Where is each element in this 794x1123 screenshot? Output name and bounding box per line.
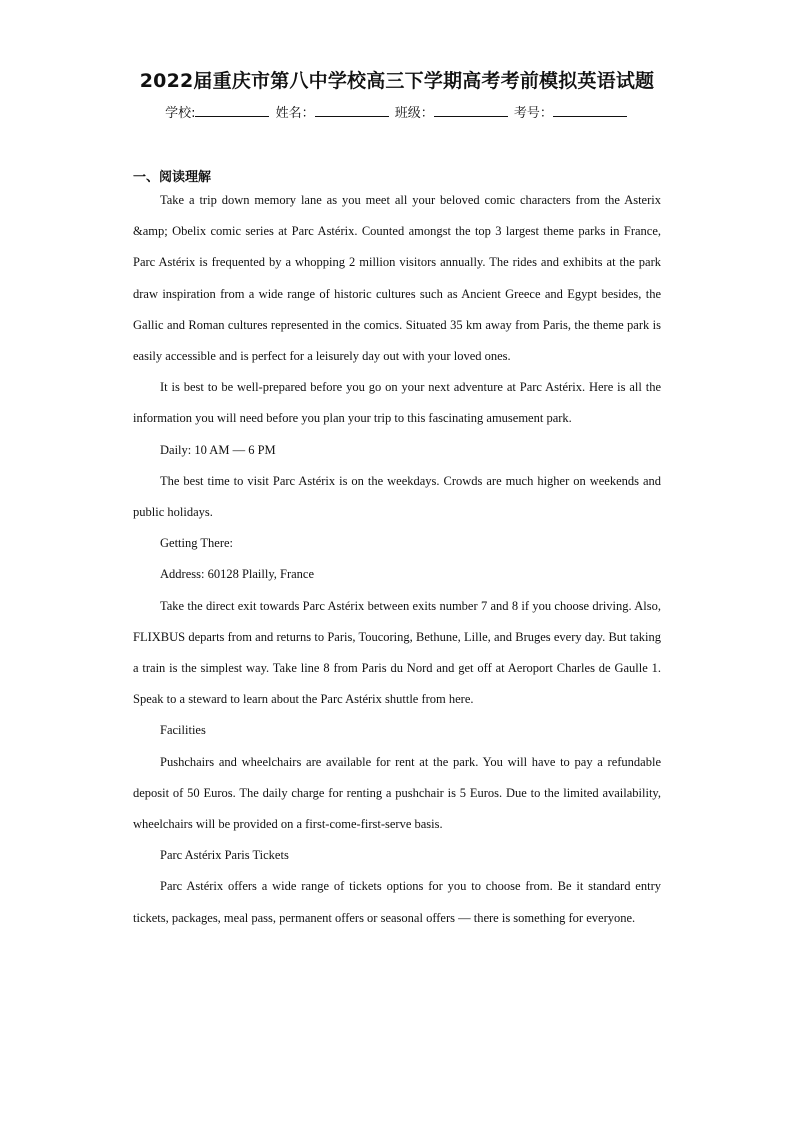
paragraph-best-time: The best time to visit Parc Astérix is on the weekdays. Crowds are much higher on weekends and public holidays. <box>133 473 661 520</box>
paragraph-address: Address: 60128 Plailly, France <box>160 567 315 582</box>
paragraph-intro: Take a trip down memory lane as you meet all your beloved comic characters from the Asterix &amp; Obelix comic series at Parc Astérix. Counted amongst the top 3 largest theme parks in France, Parc Astérix is frequented by a whopping 2 million visitors annually. The rides and exhibits at the park draw inspiration from a wide range of historic cultures such as Ancient Greece and Egypt besides, the Gallic and Roman cultures represented in the comics. Situated 35 km away from Paris, the theme park is easily accessible and is perfect for a leisurely day out with your loved ones. <box>133 193 661 364</box>
paragraph-facilities: Pushchairs and wheelchairs are available for rent at the park. You will have to pay a refundable deposit of 50 Euros. The daily charge for renting a pushchair is 5 Euros. Due to the limited availability, wheelchairs will be provided on a first-come-first-serve basis. <box>133 754 661 832</box>
class-field <box>395 102 510 121</box>
section-heading: 一、阅读理解 <box>133 170 212 185</box>
paragraph-preparation: It is best to be well-prepared before you go on your next adventure at Parc Astérix. Here is all the information you will need before you plan your trip to this fascinating amusement park. <box>133 380 661 426</box>
name-field <box>276 102 391 121</box>
exam-number-label: 考号： <box>513 106 553 121</box>
student-info-line <box>0 102 794 121</box>
class-label: 班级： <box>394 106 434 121</box>
heading-facilities: Facilities <box>160 723 206 738</box>
school-blank[interactable] <box>195 104 269 117</box>
paragraph-hours: Daily: 10 AM — 6 PM <box>160 442 276 457</box>
paragraph-transport: Take the direct exit towards Parc Astérix between exits number 7 and 8 if you choose driving. Also, FLIXBUS departs from and returns to Paris, Toucoring, Bethune, Lille, and Bruges every day. But taking a train is the simplest way. Take line 8 from Paris du Nord and get off at Aeroport Charles de Gaulle 1. Speak to a steward to learn about the Parc Astérix shuttle from here. <box>133 598 661 707</box>
reading-passage <box>133 185 661 934</box>
exam-number-field <box>514 102 629 121</box>
name-label: 姓名： <box>275 106 315 121</box>
school-label: 学校: <box>165 106 196 121</box>
paragraph-tickets: Parc Astérix offers a wide range of tickets options for you to choose from. Be it standard entry tickets, packages, meal pass, permanent offers or seasonal offers — there is something for everyone. <box>133 879 661 925</box>
heading-tickets: Parc Astérix Paris Tickets <box>160 848 289 863</box>
exam-number-blank[interactable] <box>553 104 627 117</box>
school-field <box>165 102 271 121</box>
name-blank[interactable] <box>315 104 389 117</box>
class-blank[interactable] <box>434 104 508 117</box>
heading-getting-there: Getting There: <box>160 536 234 551</box>
exam-title: 2022届重庆市第八中学校高三下学期高考考前模拟英语试题 <box>139 70 655 92</box>
